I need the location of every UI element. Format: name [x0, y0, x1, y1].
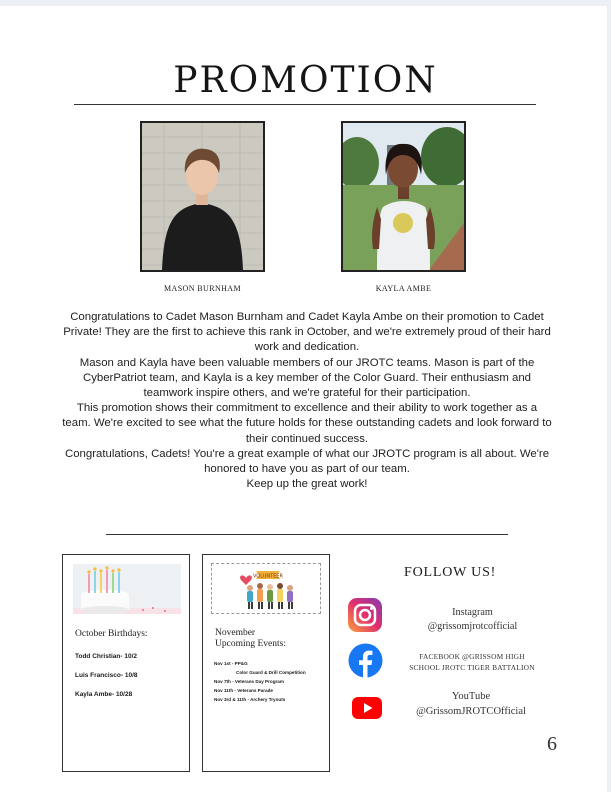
instagram-label: Instagram — [452, 607, 493, 618]
events-heading-month: November — [215, 628, 256, 638]
kayla-ambe-photo — [341, 121, 466, 272]
title-divider — [74, 104, 536, 105]
facebook-icon[interactable] — [348, 643, 383, 678]
instagram-handle: @grissomjrotcofficial — [427, 621, 518, 632]
volunteer-flyer-image — [211, 563, 321, 614]
birthday-item: Kayla Ambe- 10/28 — [75, 691, 133, 698]
youtube-icon[interactable] — [352, 697, 382, 719]
facebook-link[interactable] — [392, 652, 552, 673]
flyer-text: VOLUNTEER — [252, 573, 284, 580]
birthday-cake-icon — [73, 564, 181, 614]
kayla-ambe-caption: KAYLA AMBE — [375, 284, 432, 293]
kayla-ambe-portrait — [343, 123, 464, 270]
event-item: Nov 11th - Veterans Parade — [214, 688, 273, 693]
events-card — [202, 554, 330, 772]
mason-burnham-caption: MASON BURNHAM — [164, 284, 241, 293]
article-paragraph: Mason and Kayla have been valuable members of our JROTC teams. Mason is part of the CyberPatriot team, and Kayla is a key member of the Color Guard. Their enthusiasm and teamwork inspire others, and we're grateful for their participation. — [79, 356, 535, 400]
birthday-cake-image — [73, 564, 181, 614]
youtube-link[interactable] — [396, 689, 546, 719]
event-list — [214, 661, 329, 706]
volunteer-group-icon — [212, 564, 321, 614]
event-item: Nov 1st - PP&G — [214, 661, 248, 666]
birthday-list — [75, 653, 138, 710]
birthdays-card — [62, 554, 190, 772]
youtube-label: YouTube — [451, 691, 491, 702]
instagram-icon[interactable] — [347, 597, 383, 633]
follow-us-heading: FOLLOW US! — [404, 565, 497, 580]
page-top-strip — [0, 0, 611, 6]
instagram-link[interactable] — [400, 606, 545, 634]
page-number: 6 — [547, 733, 557, 755]
event-item: Nov 7th - Veterans Day Program — [214, 679, 284, 684]
article-paragraph: This promotion shows their commitment to excellence and their ability to work together as a team. We're excited to see what the future holds for these outstanding cadets and look forward to their continued success. — [62, 402, 552, 445]
birthdays-heading: October Birthdays: — [75, 629, 148, 639]
page-right-strip — [607, 0, 611, 792]
facebook-line1: FACEBOOK @GRISSOM HIGH — [419, 652, 525, 661]
birthday-item: Todd Christian- 10/2 — [75, 653, 137, 660]
article-paragraph: Keep up the great work! — [246, 478, 368, 491]
article-paragraph: Congratulations, Cadets! You're a great example of what our JROTC program is all about. We're honored to have you as part of our team. — [64, 447, 550, 476]
promotion-article — [62, 310, 552, 492]
events-heading — [215, 628, 286, 650]
mason-burnham-photo — [140, 121, 265, 272]
page-title: PROMOTION — [173, 60, 438, 101]
article-paragraph: Congratulations to Cadet Mason Burnham and Cadet Kayla Ambe on their promotion to Cadet Private! They are the first to achieve this rank in October, and we're extremely proud of their hard work and dedication. — [63, 311, 551, 354]
youtube-handle: @GrissomJROTCOfficial — [416, 706, 526, 717]
facebook-line2: SCHOOL JROTC TIGER BATTALION — [409, 662, 535, 672]
mason-burnham-portrait — [142, 123, 263, 270]
event-item: Color Guard & Drill Competition — [236, 670, 306, 675]
events-heading-label: Upcoming Events: — [215, 639, 286, 649]
event-item: Nov 3rd & 11th - Archery Tryouts — [214, 697, 286, 702]
section-divider — [106, 534, 508, 535]
birthday-item: Luis Francisco- 10/8 — [75, 672, 138, 679]
